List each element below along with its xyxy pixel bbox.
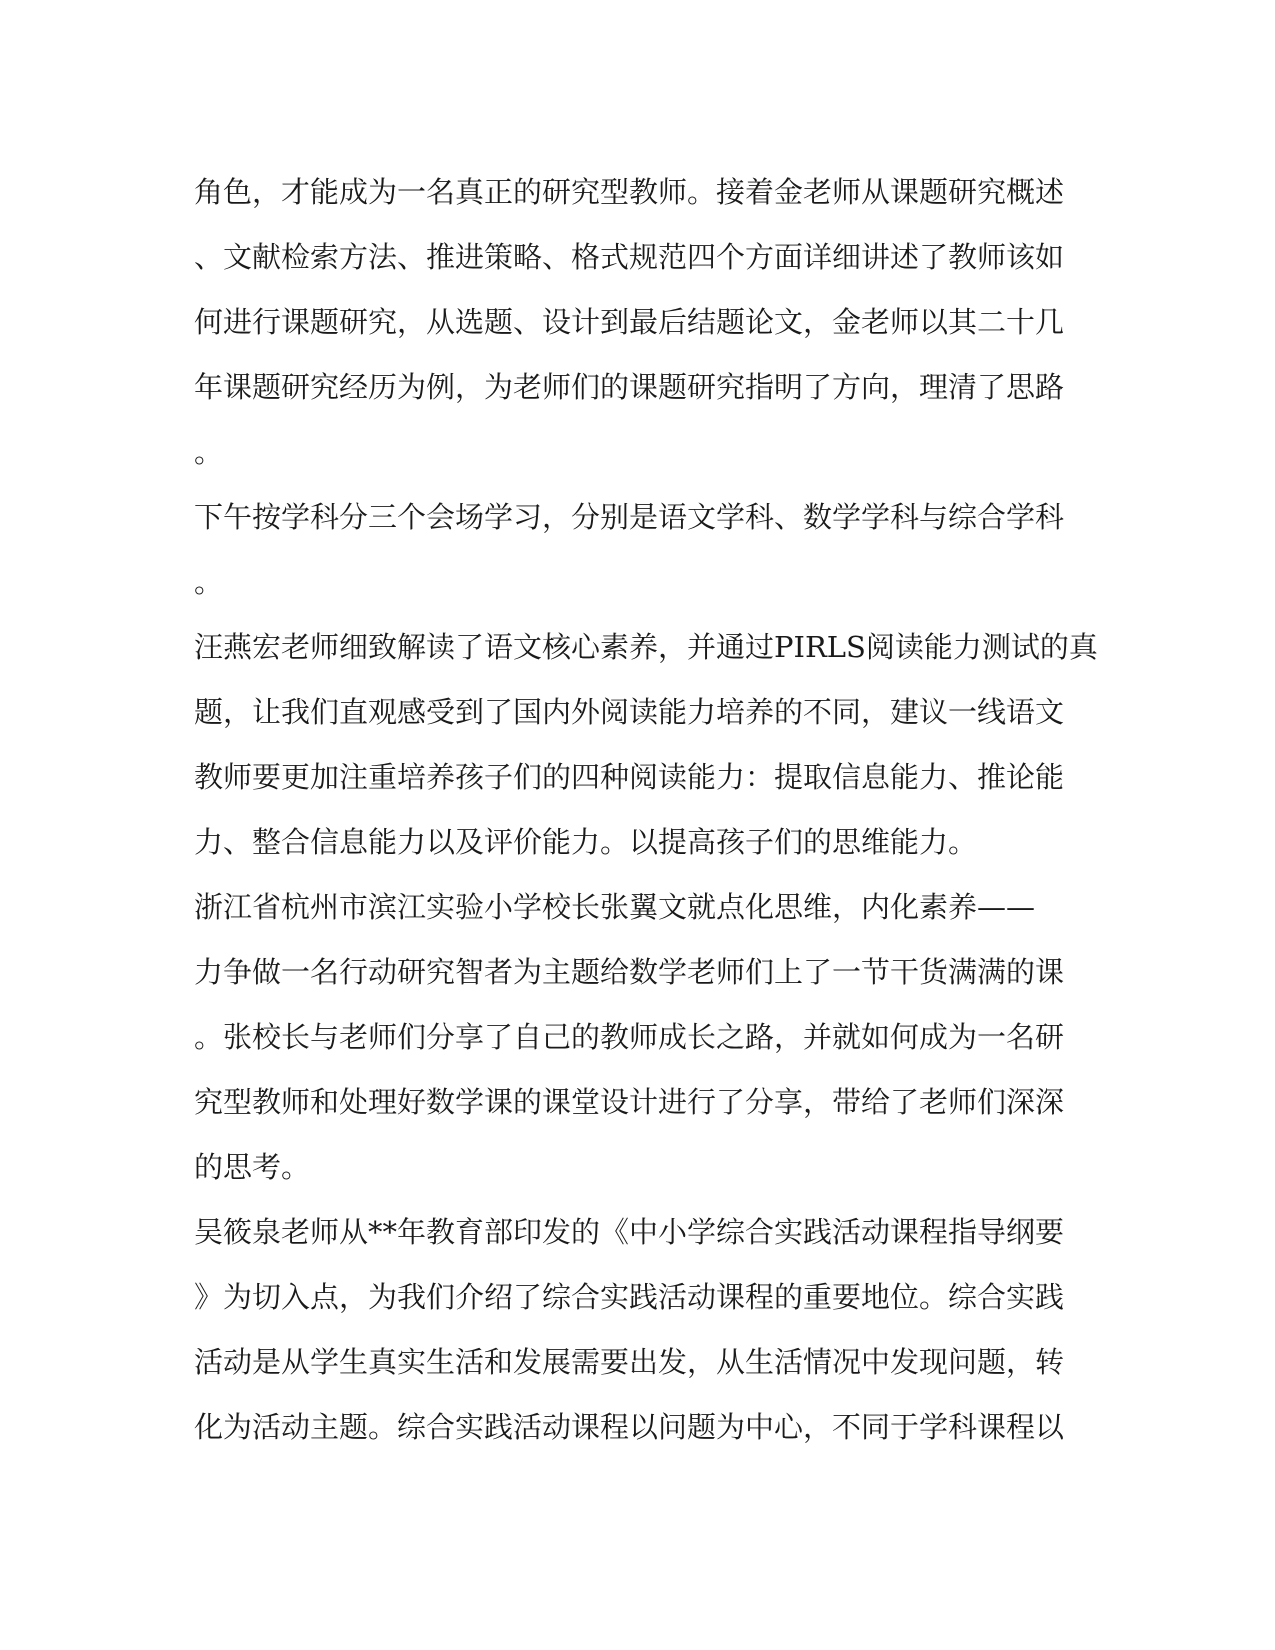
text-line: 、文献检索方法、推进策略、格式规范四个方面详细讲述了教师该如 xyxy=(194,240,1065,274)
text-line: 。 xyxy=(194,565,224,599)
text-line: 活动是从学生真实生活和发展需要出发，从生活情况中发现问题，转 xyxy=(194,1345,1065,1379)
text-line: 力、整合信息能力以及评价能力。以提高孩子们的思维能力。 xyxy=(194,825,978,859)
text-line: 的思考。 xyxy=(194,1150,311,1184)
text-line: 年课题研究经历为例，为老师们的课题研究指明了方向，理清了思路 xyxy=(194,370,1065,404)
text-line: 》为切入点，为我们介绍了综合实践活动课程的重要地位。综合实践 xyxy=(194,1280,1065,1314)
text-line: 浙江省杭州市滨江实验小学校长张翼文就点化思维，内化素养—— xyxy=(194,890,1036,924)
text-line: 汪燕宏老师细致解读了语文核心素养，并通过PIRLS阅读能力测试的真 xyxy=(194,630,1098,664)
text-line: 题，让我们直观感受到了国内外阅读能力培养的不同，建议一线语文 xyxy=(194,695,1065,729)
text-line: 力争做一名行动研究智者为主题给数学老师们上了一节干货满满的课 xyxy=(194,955,1065,989)
text-line: 化为活动主题。综合实践活动课程以问题为中心，不同于学科课程以 xyxy=(194,1410,1065,1444)
text-line: 究型教师和处理好数学课的课堂设计进行了分享，带给了老师们深深 xyxy=(194,1085,1065,1119)
text-line: 角色，才能成为一名真正的研究型教师。接着金老师从课题研究概述 xyxy=(194,175,1065,209)
text-line: 下午按学科分三个会场学习，分别是语文学科、数学学科与综合学科 xyxy=(194,500,1065,534)
text-line: 。 xyxy=(194,435,224,469)
text-line: 。张校长与老师们分享了自己的教师成长之路，并就如何成为一名研 xyxy=(194,1020,1065,1054)
text-line: 吴筱泉老师从**年教育部印发的《中小学综合实践活动课程指导纲要 xyxy=(194,1215,1065,1249)
text-line: 何进行课题研究，从选题、设计到最后结题论文，金老师以其二十几 xyxy=(194,305,1065,339)
text-line: 教师要更加注重培养孩子们的四种阅读能力：提取信息能力、推论能 xyxy=(194,760,1065,794)
